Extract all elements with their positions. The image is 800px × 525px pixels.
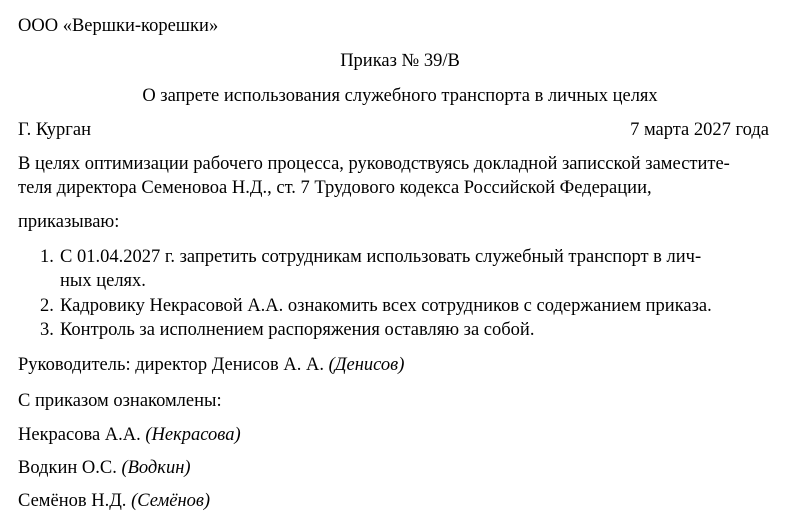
preamble-line-1: В целях оптимизации рабочего процесса, руководствуясь докладной записской заместите- <box>18 154 730 174</box>
acquainted-signature: (Водкин) <box>121 458 191 478</box>
list-item <box>40 295 785 317</box>
list-item-continuation: ных целях. <box>60 271 146 291</box>
head-signature: (Денисов) <box>328 355 405 375</box>
order-subject: О запрете использования служебного транспорта в личных целях <box>142 86 658 106</box>
list-item <box>40 319 785 341</box>
list-item <box>40 246 785 268</box>
head-signature-line <box>18 354 404 376</box>
list-item-number: 3. <box>40 320 54 340</box>
acquainted-row <box>18 424 241 446</box>
acquainted-row <box>18 457 191 479</box>
head-label: Руководитель: директор Денисов А. А. <box>18 355 324 375</box>
acquainted-label: С приказом ознакомлены: <box>18 391 222 411</box>
preamble-line-2: теля директора Семеновоа Н.Д., ст. 7 Трудового кодекса Российской Федерации, <box>18 178 652 198</box>
list-item-number: 1. <box>40 247 54 267</box>
acquainted-signature: (Семёнов) <box>131 491 211 511</box>
list-item-text: Кадровику Некрасовой А.А. ознакомить всех сотрудников с содержанием приказа. <box>60 296 712 316</box>
acquainted-signature: (Некрасова) <box>145 425 241 445</box>
acquainted-name: Водкин О.С. <box>18 458 117 478</box>
order-date: 7 марта 2027 года <box>630 120 769 140</box>
organization-name: ООО «Вершки-корешки» <box>18 16 219 36</box>
decree-word: приказываю: <box>18 212 120 232</box>
acquainted-row <box>18 490 210 512</box>
acquainted-name: Некрасова А.А. <box>18 425 141 445</box>
list-item-number: 2. <box>40 296 54 316</box>
list-item-text: Контроль за исполнением распоряжения оставляю за собой. <box>60 320 535 340</box>
acquainted-name: Семёнов Н.Д. <box>18 491 127 511</box>
order-title: Приказ № 39/В <box>340 51 460 71</box>
order-city: Г. Курган <box>18 120 92 140</box>
list-item-text: С 01.04.2027 г. запретить сотрудникам использовать служебный транспорт в лич- <box>60 247 702 267</box>
